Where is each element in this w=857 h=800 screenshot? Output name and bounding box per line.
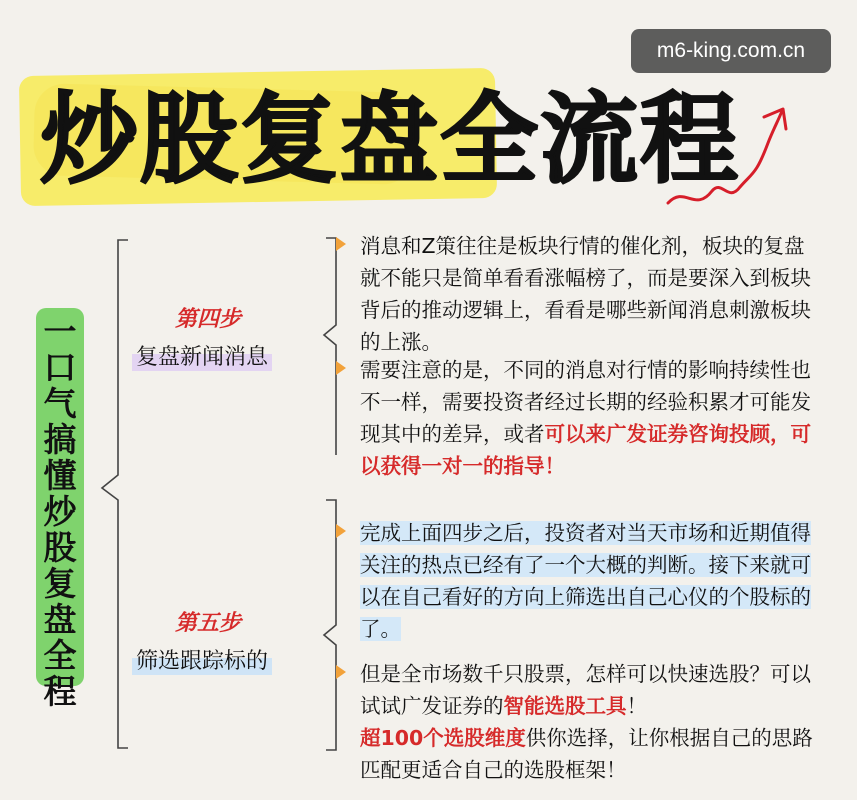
sidebar-char: 程 [43, 672, 77, 711]
triangle-bullet-icon [336, 665, 346, 679]
sidebar-char: 气 [43, 384, 77, 423]
step-four-name: 复盘新闻消息 [132, 340, 272, 371]
sidebar-char: 口 [43, 348, 77, 387]
paragraph-text: ！ [626, 694, 647, 718]
sidebar-label [36, 308, 84, 711]
paragraph-smart-tool [346, 658, 816, 786]
sidebar-char: 搞 [43, 420, 77, 459]
sidebar-char: 复 [43, 564, 77, 603]
page-title: 炒股复盘全流程 [40, 83, 741, 197]
paragraph-news-duration [346, 354, 816, 482]
highlight-text: 智能选股工具 [503, 694, 627, 718]
sidebar-char: 一 [43, 312, 77, 351]
sidebar-char: 全 [43, 636, 77, 675]
sidebar-char: 股 [43, 528, 77, 567]
triangle-bullet-icon [336, 524, 346, 538]
step-five-name: 筛选跟踪标的 [132, 644, 272, 675]
paragraph-text: 完成上面四步之后，投资者对当天市场和近期值得关注的热点已经有了一个大概的判断。接下来就可以在自己看好的方向上筛选出自己心仪的个股标的了。 [360, 521, 811, 641]
watermark: m6-king.com.cn [631, 29, 831, 73]
paragraph-news-catalyst: 消息和Z策往往是板块行情的催化剂，板块的复盘就不能只是简单看看涨幅榜了，而是要深入到板块背后的推动逻辑上，看看是哪些新闻消息刺激板块的上涨。 [346, 230, 816, 358]
paragraph-text: 需要注意的是，不同的消息对行情的影响持续性也不一样，需要投资者经过长期的经验积累才可能发现其中的差异，或者 [360, 358, 811, 446]
step-four-label: 第四步 [175, 306, 242, 332]
paragraph-text: 供你选择，让你根据自己的思路匹配更适合自己的选股框架！ [360, 726, 813, 782]
triangle-bullet-icon [336, 361, 346, 375]
rising-arrow-icon [660, 95, 800, 235]
sidebar-char: 盘 [43, 600, 77, 639]
step-five-label: 第五步 [175, 610, 242, 636]
highlight-text: 可以来广发证券咨询投顾，可以获得一对一的指导！ [360, 422, 811, 478]
triangle-bullet-icon [336, 237, 346, 251]
paragraph-text: 但是全市场数千只股票，怎样可以快速选股？可以试试广发证券的 [360, 662, 811, 718]
sidebar-char: 炒 [43, 492, 77, 531]
highlight-text: 超100个选股维度 [360, 726, 526, 750]
paragraph-screen-stocks [346, 517, 816, 645]
sidebar-char: 懂 [43, 456, 77, 495]
